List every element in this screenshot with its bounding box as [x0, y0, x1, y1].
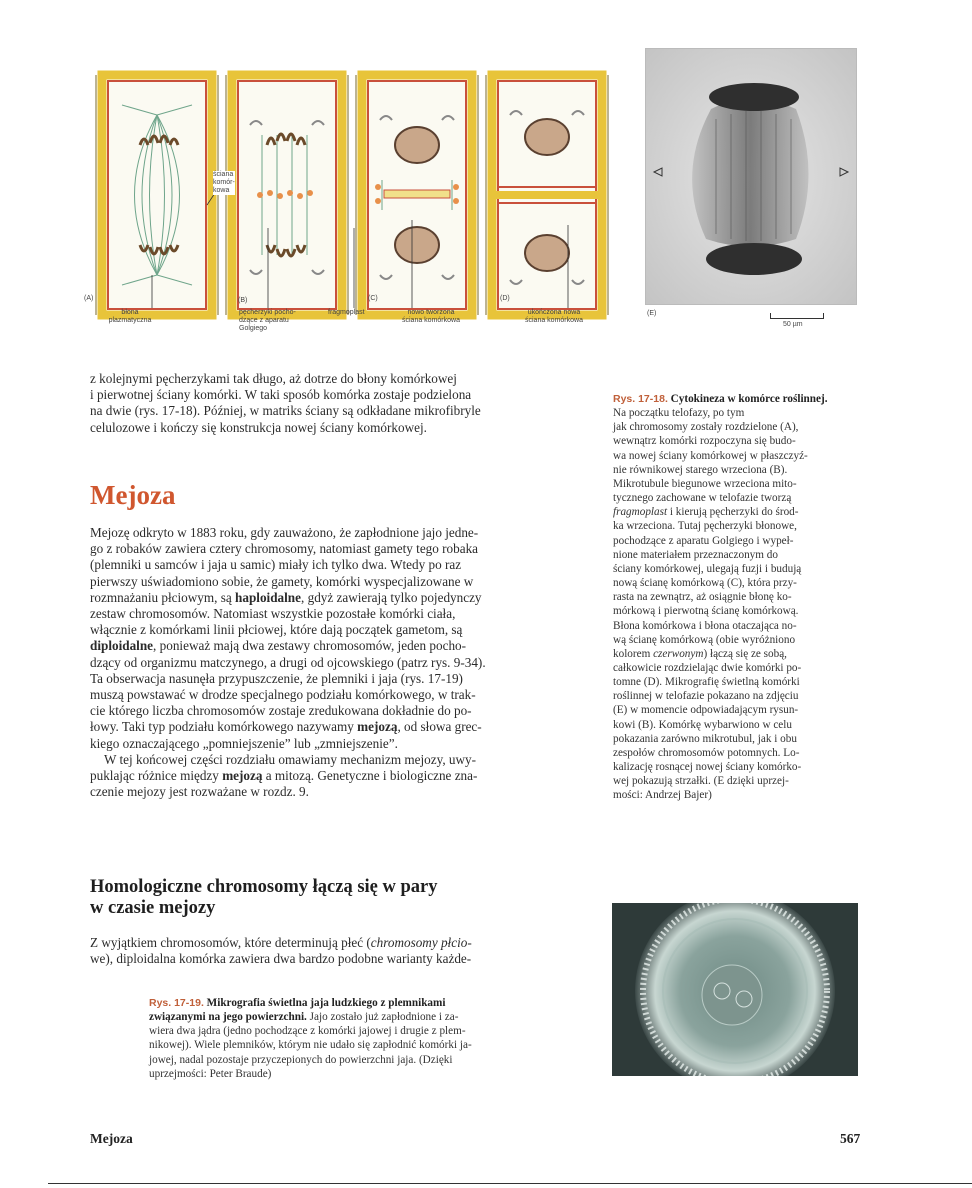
caption-line: ka wrzeciona. Tutaj pęcherzyki błonowe, — [613, 520, 797, 533]
caption-line: Błona komórkowa i błona otaczająca no- — [613, 619, 797, 632]
label-phragmoplast: fragmoplast — [328, 309, 365, 316]
paragraph-line: (plemniki u samców i jaja u samic) miały ich tylko dwa. Wtedy po raz — [90, 557, 462, 573]
panel-label-b: (B) — [238, 297, 248, 304]
caption-line: nione materiałem przeznaczonym do — [613, 548, 778, 561]
egg-image — [612, 903, 858, 1076]
caption-line: Na początku telofazy, po tym — [613, 407, 745, 420]
label-cell-wall: ściana komór- kowa — [213, 171, 235, 194]
paragraph-line: zestaw chromosomów. Natomiast wszystkie pozostałe komórki ciała, — [90, 606, 456, 622]
caption-line: mości: Andrzej Bajer) — [613, 789, 712, 802]
micrograph-telophase — [645, 48, 857, 305]
caption-line: wej pokazują strzałki. (E dzięki uprzej- — [613, 775, 789, 788]
panel-label-a: (A) — [84, 295, 94, 302]
paragraph-line: Ta obserwacja nasunęła przypuszczenie, że plemniki i jaja (rys. 17-19) — [90, 670, 463, 686]
caption-line: roślinnej w telofazie pokazano na zdjęciu — [613, 690, 799, 703]
cell-a — [96, 75, 218, 315]
figure-17-18-illustration — [84, 50, 612, 350]
subsection-title: Homologiczne chromosomy łączą się w pary w czasie mejozy — [90, 877, 438, 918]
homolog-paragraph: Z wyjątkiem chromosomów, które determinują płeć (chromosomy płcio- we), diploidalna komórka zawiera dwa bardzo podobne warianty każde- — [90, 935, 472, 967]
intro-paragraph: z kolejnymi pęcherzykami tak długo, aż dotrze do błony komórkowej i pierwotnej ściany komórki. W taki sposób komórka zostaje podzielona na dwie (rys. 17-18). Później, w matriks ściany są odkładane mikrofibryle celulozowe i kończy się konstrukcja nowej ściany komórkowej. — [90, 371, 481, 435]
caption-line: tomne (D). Mikrografię świetlną komórki — [613, 676, 800, 689]
scale-bar — [770, 313, 824, 319]
caption-line: mórkową i pierwotną ścianę komórkową. — [613, 605, 799, 618]
cell-division-diagram — [92, 50, 612, 350]
paragraph-line: muszą powstawać w drodze specjalnego podziału komórkowego, w trak- — [90, 687, 476, 703]
paragraph-line: pierwszy uświadomiono sobie, że gamety, komórki wyspecjalizowane w — [90, 573, 474, 589]
caption-line: nową ścianę komórkową (C), która przy- — [613, 577, 797, 590]
paragraph-line: łowy. Taki typ podziału komórkowego nazywamy mejozą, od słowa grec- — [90, 719, 482, 735]
caption-line: kowi (B). Komórkę wybarwiono w celu — [613, 718, 792, 731]
caption-line: fragmoplast i kierują pęcherzyki do środ- — [613, 506, 799, 519]
caption-line: rasta na zewnątrz, aż osiągnie błonę ko- — [613, 591, 792, 604]
caption-line: kolorem czerwonym) łączą się ze sobą, — [613, 647, 787, 660]
paragraph-line: puklając różnice między mejozą a mitozą. Genetyczne i biologiczne zna- — [90, 768, 478, 784]
label-golgi-vesicles: pęcherzyki pocho- dzące z aparatu Golgiego — [239, 309, 296, 332]
paragraph-line: czenie mejozy jest rozważane w rozdz. 9. — [90, 784, 309, 800]
caption-line: (E) w momencie odpowiadającym rysun- — [613, 704, 799, 717]
paragraph-line: W tej końcowej części rozdziału omawiamy mechanizm mejozy, uwy- — [104, 751, 477, 767]
panel-label-e: (E) — [647, 310, 657, 317]
caption-line: pokazania zarówno mikrotubul, jak i obu — [613, 732, 797, 745]
label-finished-wall: ukończona nowa ściana komórkowa — [525, 309, 583, 324]
caption-line: wewnątrz komórki rozpoczyna się budo- — [613, 435, 796, 448]
paragraph-line: cie którego liczba chromosomów zostaje zredukowana dokładnie do po- — [90, 703, 472, 719]
micrograph-human-egg — [612, 903, 858, 1076]
micrograph-image — [646, 49, 856, 304]
paragraph-line: kiego oznaczającego „pomniejszenie” lub „zmniejszenie”. — [90, 735, 398, 751]
caption-line: wa nowej ściany komórkowej w płaszczyź- — [613, 449, 808, 462]
scale-bar-label: 50 µm — [783, 321, 803, 328]
paragraph-line: dzący od organizmu matczynego, a drugi od ojcowskiego (patrz rys. 9-34). — [90, 654, 486, 670]
caption-line: tycznego zachowane w telofazie tworzą — [613, 492, 792, 505]
caption-line: pochodzące z aparatu Golgiego i wypeł- — [613, 534, 794, 547]
caption-line: całkowicie rozdzielając dwie komórki po- — [613, 661, 802, 674]
paragraph-line: Mejozę odkryto w 1883 roku, gdy zauważono, że zapłodnione jajo jedne- — [90, 525, 479, 540]
caption-line: nie równikowej starego wrzeciona (B). — [613, 463, 788, 476]
mejoza-paragraph — [90, 525, 588, 800]
figure-17-18-caption: Rys. 17-18. Cytokineza w komórce roślinnej. Na początku telofazy, po tym jak chromosomy zostały rozdzielone (A), wewnątrz komórki rozpoczyna się budo- wa nowej ściany komórkowej w płaszczyź- nie równikowej starego wrzeciona (B). Mikrotubule biegunowe wrzeciona mito- tycznego zachowane w telofazie tworzą fragmoplast i kierują pęcherzyki do środ- ka wrzeciona. Tutaj pęcherzyki błonowe, pochodzące z aparatu Golgiego i wypeł- nione materiałem przeznaczonym do ściany komórkowej, ulegają fuzji i budują nową ścianę komórkową (C), która przy- rasta na zewnątrz, aż osiągnie błonę ko- mórkową i pierwotną ścianę komórkową. Błona komórkowa i błona otaczająca no- wą ścianę komórkową (obie wyróżniono kolorem czerwonym) łączą się ze sobą, całkowicie rozdzielając dwie komórki po- tomne (D). Mikrografię świetlną komórki roślinnej w telofazie pokazano na zdjęciu (E) w momencie odpowiadającym rysun- kowi (B). Komórkę wybarwiono w celu pokazania zarówno mikrotubul, jak i obu zespołów chromosomów potomnych. Lo- kalizację rosnącej nowej ściany komórko- wej pokazują strzałki. (E dzięki uprzej- mości: Andrzej Bajer) — [613, 392, 867, 803]
paragraph-line: go z robaków zawiera cztery chromosomy, natomiast gamety tego robaka — [90, 541, 479, 557]
panel-label-d: (D) — [500, 295, 510, 302]
caption-line: Mikrotubule biegunowe wrzeciona mito- — [613, 477, 797, 490]
paragraph-line: rozmnażaniu płciowym, są haploidalne, gdyż zawierają tylko pojedynczy — [90, 589, 482, 605]
cell-b — [226, 75, 348, 315]
paragraph-line: włącznie z komórkami linii płciowej, które dają początek gametom, są — [90, 622, 463, 638]
page-number: 567 — [840, 1131, 861, 1146]
cell-c — [356, 75, 478, 315]
caption-line: ściany komórkowej, ulegają fuzji i budują — [613, 562, 802, 575]
caption-line: jak chromosomy zostały rozdzielone (A), — [613, 421, 799, 434]
label-forming-wall: nowo tworzona ściana komórkowa — [402, 309, 460, 324]
paragraph-line: diploidalne, ponieważ mają dwa zestawy chromosomów, jeden pocho- — [90, 638, 467, 654]
caption-line: kalizację rosnącej nowej ściany komórko- — [613, 761, 802, 774]
page-bottom-rule — [48, 1183, 972, 1184]
label-plasma-membrane: błona plazmatyczna — [108, 309, 152, 324]
section-title: Mejoza — [90, 480, 176, 510]
footer-section: Mejoza — [90, 1131, 133, 1146]
caption-line: wą ścianę komórkową (obie wyróżniono — [613, 633, 796, 646]
caption-line: zespołów chromosomów potomnych. Lo- — [613, 746, 800, 759]
cell-d — [486, 75, 608, 315]
panel-label-c: (C) — [368, 295, 378, 302]
figure-17-19-caption: Rys. 17-19. Mikrografia świetlna jaja ludzkiego z plemnikami związanymi na jego powierzchni. Jajo zostało już zapłodnione i za- wiera dwa jądra (jedno pochodzące z komórki jajowej i drugie z plem- nikowej). Wiele plemników, którym nie udało się zapłodnić komórki ja- jowej, nadal pozostaje przyczepionych do powierzchni jaja. (Dzięki uprzejmości: Peter Braude) — [149, 997, 472, 1080]
